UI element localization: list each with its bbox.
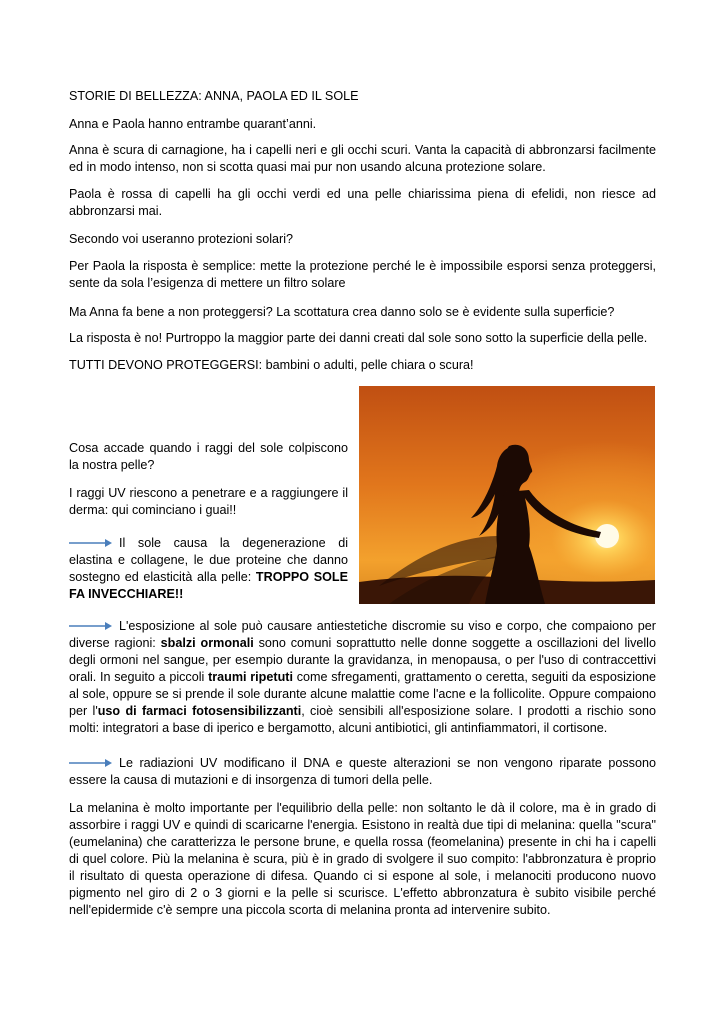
discoloration-text-2: sono comuni soprattutto nelle donne soggette a oscillazioni del livello degli ormoni nel sangue, per esempio durante la gravidanza, in menopausa, o per l'uso di contraccettivi orali. In seguito a piccoli (69, 636, 656, 684)
paragraph-3: Paola è rossa di capelli ha gli occhi verdi ed una pelle chiarissima piena di efelidi, non riesce ad abbronzarsi mai. (69, 187, 656, 218)
arrow-item-aging (69, 535, 348, 603)
paragraph-7: La risposta è no! Purtroppo la maggior parte dei danni creati dal sole sono sotto la superficie della pelle. (69, 331, 648, 345)
dna-text: Le radiazioni UV modificano il DNA e queste alterazioni se non vengono riparate possono essere la causa di mutazioni e di insorgenza di tumori della pelle. (69, 756, 656, 787)
document-title: STORIE DI BELLEZZA: ANNA, PAOLA ED IL SOLE (69, 89, 359, 103)
photosensitizing-drugs-bold: uso di farmaci fotosensibilizzanti (97, 704, 302, 718)
paragraph-5: Per Paola la risposta è semplice: mette la protezione perché le è impossibile esporsi senza proteggersi, sente da sola l’esigenza di mettere un filtro solare (69, 259, 656, 290)
aging-warning: TROPPO SOLE FA INVECCHIARE!! (69, 570, 349, 601)
right-arrow-icon (69, 758, 113, 768)
paragraph-2: Anna è scura di carnagione, ha i capelli neri e gli occhi scuri. Vanta la capacità di abbronzarsi facilmente ed in modo intenso, non si scotta quasi mai pur non usando alcuna protezione solare. (69, 143, 656, 174)
right-arrow-icon (69, 538, 113, 548)
discoloration-text-3: come sfregamenti, grattamento o ceretta, seguiti da esposizione al sole, oppure se si prende il sole durante alcune malattie come l'acne e la follicolite. Oppure compaiono per l' (69, 670, 657, 718)
arrow-item-discolorations (69, 618, 656, 737)
discoloration-text-4: , cioè sensibili all'esposizione solare. I prodotti a rischio sono molti: integratori a base di iperico e bergamotto, alcuni antibiotici, gli antinfiammatori, il cortisone. (69, 704, 656, 735)
aging-text: Il sole causa la degenerazione di elastina e collagene, le due proteine che danno sostegno ed elasticità alla pelle: (69, 536, 348, 584)
paragraph-1: Anna e Paola hanno entrambe quarant’anni. (69, 117, 317, 131)
silhouette-sunset-photo (359, 386, 655, 604)
discoloration-text-1: L'esposizione al sole può causare antiestetiche discromie su viso e corpo, che compaiono per diverse ragioni: (69, 619, 656, 650)
right-arrow-icon (69, 621, 113, 631)
hormonal-changes-bold: sbalzi ormonali (160, 636, 254, 650)
paragraph-4: Secondo voi useranno protezioni solari? (69, 232, 294, 246)
paragraph-8: TUTTI DEVONO PROTEGGERSI: bambini o adulti, pelle chiara o scura! (69, 358, 474, 372)
uv-paragraph: I raggi UV riescono a penetrare e a raggiungere il derma: qui cominciano i guai!! (69, 486, 348, 517)
melanin-paragraph: La melanina è molto importante per l'equilibrio della pelle: non soltanto le dà il colore, ma è in grado di assorbire i raggi UV e quindi di scaricarne l'energia. Esistono in realtà due tipi di melanina: quella "scura" (eumelanina) che caratterizza le persone brune, e quella rossa (feomelanina) presente in chi ha i capelli di quel colore. Più la melanina è scura, più è in grado di svolgere il suo compito: l'abbronzatura è proprio il risultato di questa operazione di difesa. Quando ci si espone al sole, i melanociti producono nuovo pigmento nel giro di 2 o 3 giorni e la pelle si scurisce. L'effetto abbronzatura è subito visibile perché nell'epidermide c'è sempre una piccola scorta di melanina pronta ad intervenire subito. (69, 801, 656, 917)
repeated-traumas-bold: traumi ripetuti (208, 670, 293, 684)
arrow-item-dna (69, 755, 656, 789)
question-paragraph: Cosa accade quando i raggi del sole colpiscono la nostra pelle? (69, 441, 348, 472)
paragraph-6: Ma Anna fa bene a non proteggersi? La scottatura crea danno solo se è evidente sulla superficie? (69, 305, 615, 319)
